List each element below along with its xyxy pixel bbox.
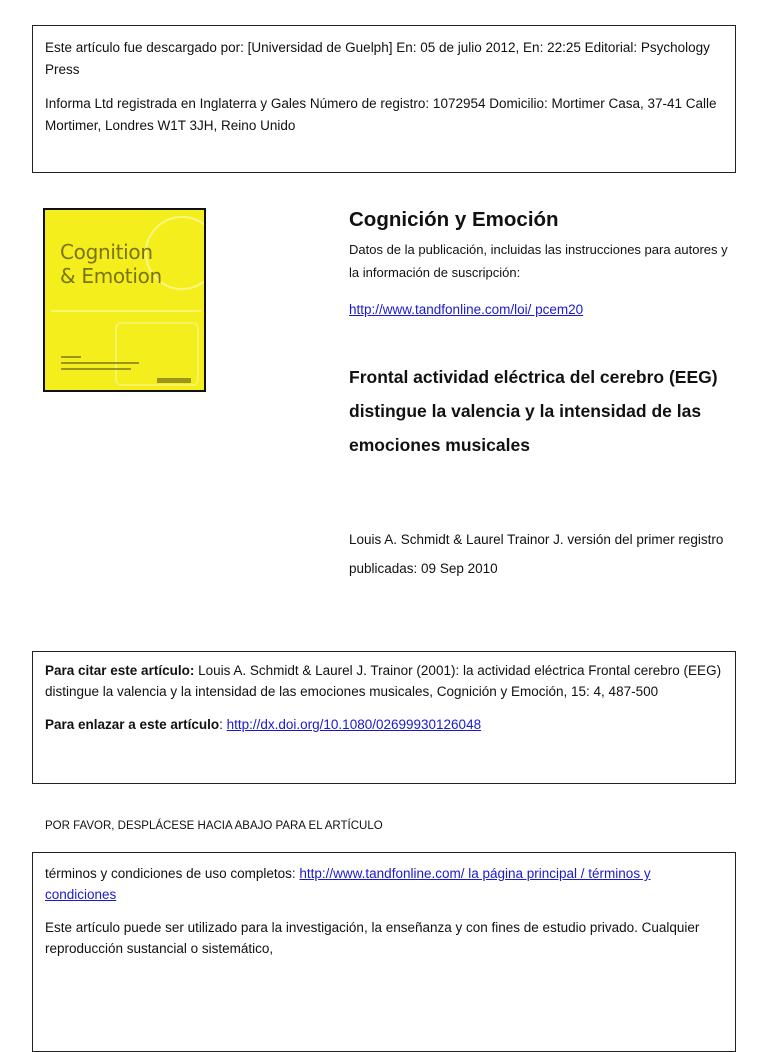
cover-title — [60, 240, 162, 288]
cover-title-line: Cognition — [60, 240, 153, 264]
cover-title-line: & Emotion — [60, 264, 162, 288]
cite-text: Louis A. Schmidt & Laurel J. Trainor (2001): la actividad eléctrica Frontal cerebro (EEG) distingue la valencia y la intensidad de las emociones musicales, Cognición y Emoción, 15: 4, 487-500 — [45, 663, 722, 699]
terms-box — [32, 852, 736, 1052]
terms-label: términos y condiciones de uso completos: — [45, 866, 300, 881]
journal-link[interactable]: http://www.tandfonline.com/loi/ pcem20 — [349, 302, 584, 317]
terms-body: Este artículo puede ser utilizado para la investigación, la enseñanza y con fines de estudio privado. Cualquier reproducción sustancial o sistemático, — [45, 920, 700, 956]
article-title: Frontal actividad eléctrica del cerebro (EEG) distingue la valencia y la intensidad de las emociones musicales — [349, 367, 718, 455]
journal-title: Cognición y Emoción — [349, 208, 559, 231]
publisher-logo — [157, 378, 191, 383]
cite-label: Para citar este artículo: — [45, 663, 195, 678]
journal-cover-image — [43, 208, 206, 392]
article-authors: Louis A. Schmidt & Laurel Trainor J. versión del primer registro publicadas: 09 Sep 2010 — [349, 532, 724, 576]
download-info: Este artículo fue descargado por: [Universidad de Guelph] En: 05 de julio 2012, En: 22:25 Editorial: Psychology Press — [45, 40, 710, 77]
terms-line — [45, 863, 723, 905]
journal-info: Datos de la publicación, incluidas las instrucciones para autores y la información de suscripción: — [349, 242, 728, 280]
terms-link[interactable]: http://www.tandfonline.com/ la página principal / términos y condiciones — [45, 866, 651, 902]
doi-link[interactable]: http://dx.doi.org/10.1080/02699930126048 — [226, 717, 482, 732]
publisher-registration: Informa Ltd registrada en Inglaterra y Gales Número de registro: 1072954 Domicilio: Mortimer Casa, 37-41 Calle Mortimer, Londres W1T 3JH, Reino Unido — [45, 96, 717, 133]
article-link-line — [45, 714, 723, 735]
scroll-note: POR FAVOR, DESPLÁCESE HACIA ABAJO PARA EL ARTÍCULO — [45, 820, 383, 832]
download-notice-box — [32, 25, 736, 173]
citation-box — [32, 651, 736, 784]
link-colon: : — [219, 717, 227, 732]
cover-decoration — [115, 322, 199, 386]
citation — [45, 660, 723, 702]
cover-fine-print — [61, 356, 139, 374]
link-label: Para enlazar a este artículo — [45, 717, 220, 732]
